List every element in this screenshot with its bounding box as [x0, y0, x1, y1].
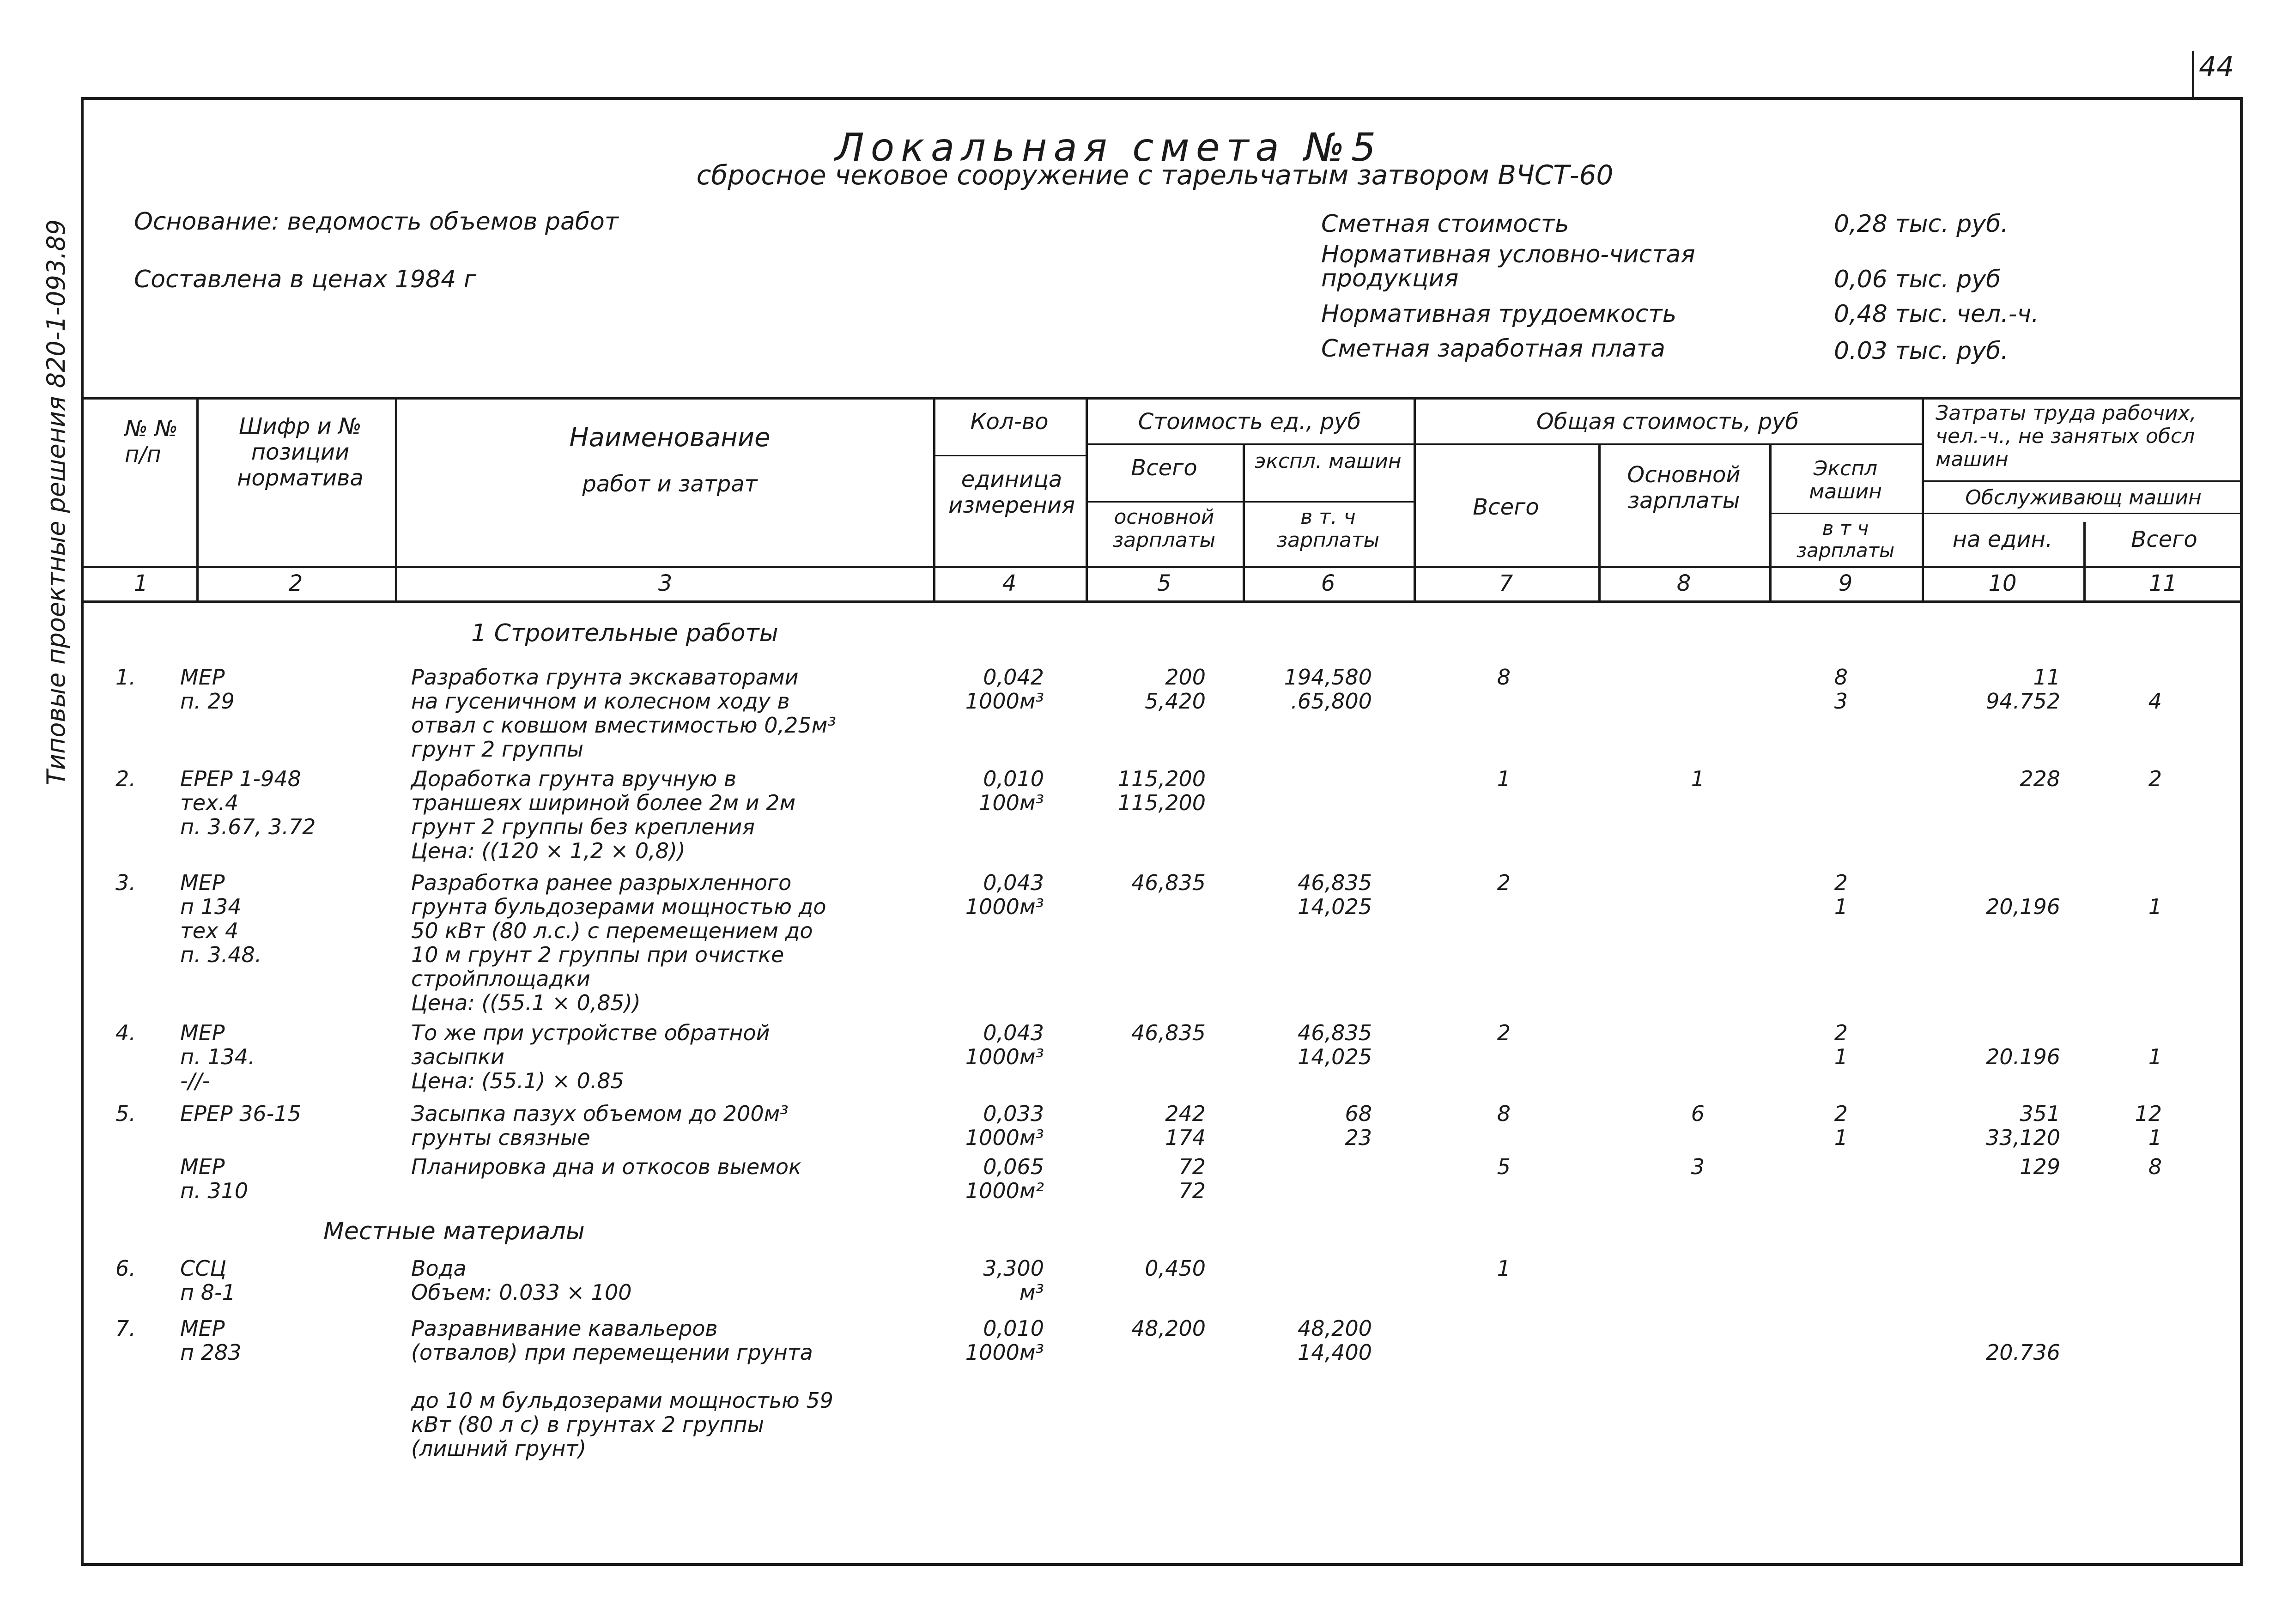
- unit-cost-subline-2: [1086, 501, 1414, 503]
- header-unit-machines: экспл. машин: [1255, 449, 1402, 473]
- row-5-qty-line-1: 0,033: [983, 1101, 1044, 1126]
- row-7-c5-line-1: 0,450: [1145, 1256, 1206, 1281]
- row-4-c11-line-2: 1: [2148, 1044, 2162, 1069]
- col-number-7: 7: [1499, 570, 1513, 596]
- row-3-c6-line-2: 14,025: [1298, 894, 1372, 919]
- row-3-name-line-2: грунта бульдозерами мощностью до: [411, 894, 826, 919]
- row-7-name-line-1: Вода: [411, 1256, 467, 1281]
- row-4-c9-line-2: 1: [1834, 1044, 1848, 1069]
- row-2-code-line-1: ЕРЕР 1-948: [180, 766, 301, 791]
- page-number: 44: [2199, 51, 2234, 83]
- row-6-code-line-2: п. 310: [180, 1178, 249, 1203]
- row-1-c7-line-1: 8: [1497, 665, 1511, 690]
- row-1-c10-line-1: 11: [2033, 665, 2060, 690]
- row-3-c9-line-2: 1: [1834, 894, 1848, 919]
- row-5-c11-line-2: 1: [2148, 1125, 2162, 1150]
- row-3-name-line-6: Цена: ((55.1 × 0,85)): [411, 990, 641, 1015]
- row-2-c8-line-1: 1: [1691, 766, 1705, 791]
- row-3-c9-line-1: 2: [1834, 870, 1848, 895]
- header-total-all: Всего: [1473, 494, 1539, 520]
- row-5-name-line-2: грунты связные: [411, 1125, 590, 1150]
- header-unit-cost: Стоимость ед., руб: [1138, 409, 1361, 435]
- row-6-c8-line-1: 3: [1691, 1154, 1705, 1179]
- row-1-c6-line-1: 194,580: [1284, 665, 1372, 690]
- row-4-c9-line-1: 2: [1834, 1020, 1848, 1045]
- row-3-c7-line-1: 2: [1497, 870, 1511, 895]
- row-5-qty-line-2: 1000м³: [965, 1125, 1044, 1150]
- row-7-num-line-1: 6.: [115, 1256, 136, 1281]
- summary-label-2: Нормативная условно-чистая продукция: [1321, 241, 1695, 292]
- row-8-name-line-6: (лишний грунт): [411, 1436, 587, 1461]
- labor-subline-2: [1922, 513, 2243, 514]
- row-6-c7-line-1: 5: [1497, 1154, 1511, 1179]
- col-number-8: 8: [1676, 570, 1691, 596]
- col-number-11: 11: [2148, 570, 2178, 596]
- row-5-c6-line-2: 23: [1345, 1125, 1372, 1150]
- row-6-qty-line-2: 1000м²: [965, 1178, 1044, 1203]
- labor-subline-1: [1922, 480, 2243, 482]
- summary-value-4: 0.03 тыс. руб.: [1834, 337, 2009, 365]
- row-5-num-line-1: 5.: [115, 1101, 136, 1126]
- row-2-code-line-2: тех.4: [180, 790, 239, 815]
- row-5-name-line-1: Засыпка пазух объемом до 200м³: [411, 1101, 789, 1126]
- unit-cost-subline: [1086, 443, 1414, 445]
- total-cost-subline: [1414, 443, 1922, 445]
- row-3-name-line-1: Разработка ранее разрыхленного: [411, 870, 792, 895]
- row-3-name-line-5: стройплощадки: [411, 966, 590, 991]
- row-4-c10-line-2: 20.196: [1986, 1044, 2060, 1069]
- summary-label-4: Сметная заработная плата: [1321, 335, 1665, 363]
- row-1-c6-line-2: .65,800: [1291, 689, 1372, 714]
- row-4-code-line-1: МЕР: [180, 1020, 225, 1045]
- row-2-c5-line-2: 115,200: [1117, 790, 1206, 815]
- summary-value-2: 0,06 тыс. руб: [1834, 266, 2001, 293]
- row-3-qty-line-2: 1000м³: [965, 894, 1044, 919]
- row-1-name-line-2: на гусеничном и колесном ходу в: [411, 689, 790, 714]
- row-1-num-line-1: 1.: [115, 665, 136, 690]
- section-construction: 1 Строительные работы: [471, 619, 778, 647]
- header-col1: [125, 416, 194, 467]
- row-2-qty-line-1: 0,010: [983, 766, 1044, 791]
- col-number-2: 2: [288, 570, 303, 596]
- row-6-c10-line-1: 129: [2020, 1154, 2060, 1179]
- row-5-c9-line-1: 2: [1834, 1101, 1848, 1126]
- header-col4-b: единица измерения: [948, 467, 1075, 518]
- row-7-qty-line-2: м³: [1019, 1280, 1044, 1305]
- qty-subline: [933, 455, 1086, 456]
- row-2-name-line-1: Доработка грунта вручную в: [411, 766, 737, 791]
- col-number-1: 1: [134, 570, 148, 596]
- table-top-border: [81, 397, 2243, 400]
- row-8-code-line-1: МЕР: [180, 1316, 225, 1341]
- page-number-divider: [2192, 51, 2194, 97]
- row-3-c10-line-2: 20,196: [1986, 894, 2060, 919]
- row-7-code-line-2: п 8-1: [180, 1280, 236, 1305]
- header-total-machines: Экспл машин: [1809, 457, 1882, 503]
- header-unit-main-salary: основной зарплаты: [1112, 505, 1216, 552]
- row-5-c6-line-1: 68: [1345, 1101, 1372, 1126]
- col-divider-6: [1414, 397, 1416, 600]
- row-8-c10-line-2: 20.736: [1986, 1340, 2060, 1365]
- estimate-subtitle: сбросное чековое сооружение с тарельчатым затвором ВЧСТ-60: [696, 159, 1614, 191]
- row-4-name-line-2: засыпки: [411, 1044, 505, 1069]
- side-label: Типовые проектные решения 820-1-093.89: [42, 219, 71, 785]
- row-4-c5-line-1: 46,835: [1131, 1020, 1206, 1045]
- row-2-name-line-2: траншеях шириной более 2м и 2м: [411, 790, 796, 815]
- col-number-10: 10: [1988, 570, 2017, 596]
- row-7-name-line-2: Объем: 0.033 × 100: [411, 1280, 632, 1305]
- row-3-c6-line-1: 46,835: [1298, 870, 1372, 895]
- row-5-code-line-1: ЕРЕР 36-15: [180, 1101, 301, 1126]
- row-5-c11-line-1: 12: [2135, 1101, 2162, 1126]
- row-6-c5-line-2: 72: [1178, 1178, 1206, 1203]
- row-8-name-line-5: кВт (80 л с) в грунтах 2 группы: [411, 1412, 764, 1437]
- row-4-code-line-3: -//-: [180, 1068, 210, 1093]
- row-1-name-line-3: отвал с ковшом вместимостью 0,25м³: [411, 713, 836, 738]
- header-total-machines-salary: в т ч зарплаты: [1796, 517, 1895, 562]
- header-total-main-salary: Основной зарплаты: [1627, 462, 1741, 514]
- row-8-qty-line-2: 1000м³: [965, 1340, 1044, 1365]
- row-1-qty-line-2: 1000м³: [965, 689, 1044, 714]
- row-6-name-line-1: Планировка дна и откосов выемок: [411, 1154, 801, 1179]
- row-5-c5-line-1: 242: [1165, 1101, 1206, 1126]
- row-3-name-line-4: 10 м грунт 2 группы при очистке: [411, 942, 784, 967]
- section-local-materials: Местные материалы: [323, 1218, 585, 1245]
- col-divider-1: [196, 397, 199, 600]
- col-number-3: 3: [658, 570, 673, 596]
- row-1-c10-line-2: 94.752: [1986, 689, 2060, 714]
- row-6-code-line-1: МЕР: [180, 1154, 225, 1179]
- row-7-code-line-1: ССЦ: [180, 1256, 226, 1281]
- row-1-c5-line-1: 200: [1165, 665, 1206, 690]
- header-col3-a: Наименование: [569, 423, 771, 453]
- row-4-qty-line-2: 1000м³: [965, 1044, 1044, 1069]
- row-4-name-line-1: То же при устройстве обратной: [411, 1020, 770, 1045]
- prices-line: Составлена в ценах 1984 г: [134, 266, 477, 293]
- row-8-name-line-1: Разравнивание кавальеров: [411, 1316, 718, 1341]
- row-1-c9-line-2: 3: [1834, 689, 1848, 714]
- row-3-c5-line-1: 46,835: [1131, 870, 1206, 895]
- row-2-name-line-4: Цена: ((120 × 1,2 × 0,8)): [411, 838, 686, 863]
- col-divider-4: [1086, 397, 1088, 600]
- basis-line: Основание: ведомость объемов работ: [134, 208, 619, 236]
- header-total-cost: Общая стоимость, руб: [1536, 409, 1799, 435]
- row-5-c7-line-1: 8: [1497, 1101, 1511, 1126]
- row-4-code-line-2: п. 134.: [180, 1044, 255, 1069]
- row-5-c8-line-1: 6: [1691, 1101, 1705, 1126]
- summary-value-3: 0,48 тыс. чел.-ч.: [1834, 300, 2039, 328]
- row-2-qty-line-2: 100м³: [979, 790, 1044, 815]
- summary-label-1: Сметная стоимость: [1321, 210, 1569, 238]
- row-8-c6-line-2: 14,400: [1298, 1340, 1372, 1365]
- row-3-code-line-3: тех 4: [180, 918, 239, 943]
- row-4-c6-line-2: 14,025: [1298, 1044, 1372, 1069]
- row-8-qty-line-1: 0,010: [983, 1316, 1044, 1341]
- row-1-c9-line-1: 8: [1834, 665, 1848, 690]
- summary-value-1: 0,28 тыс. руб.: [1834, 210, 2009, 238]
- row-5-c5-line-2: 174: [1165, 1125, 1206, 1150]
- header-col1-label: № № п/п: [125, 416, 178, 467]
- row-2-c5-line-1: 115,200: [1117, 766, 1206, 791]
- header-col3-b: работ и затрат: [582, 471, 758, 497]
- col-number-9: 9: [1838, 570, 1853, 596]
- row-5-c9-line-2: 1: [1834, 1125, 1848, 1150]
- row-4-c7-line-1: 2: [1497, 1020, 1511, 1045]
- row-8-c6-line-1: 48,200: [1298, 1316, 1372, 1341]
- header-labor: Затраты труда рабочих, чел.-ч., не занятых обсл машин: [1936, 401, 2197, 471]
- header-col2: Шифр и № позиции норматива: [237, 413, 364, 491]
- row-4-num-line-1: 4.: [115, 1020, 136, 1045]
- header-labor-total: Всего: [2131, 527, 2197, 552]
- row-2-c7-line-1: 1: [1497, 766, 1511, 791]
- row-8-c5-line-1: 48,200: [1131, 1316, 1206, 1341]
- row-5-c10-line-1: 351: [2020, 1101, 2060, 1126]
- row-2-name-line-3: грунт 2 группы без крепления: [411, 814, 755, 839]
- row-8-name-line-4: до 10 м бульдозерами мощностью 59: [411, 1388, 833, 1413]
- row-3-code-line-1: МЕР: [180, 870, 225, 895]
- row-4-c6-line-1: 46,835: [1298, 1020, 1372, 1045]
- summary-label-3: Нормативная трудоемкость: [1321, 300, 1677, 328]
- col-divider-3: [933, 397, 935, 600]
- row-7-c7-line-1: 1: [1497, 1256, 1511, 1281]
- col-divider-2: [395, 397, 397, 600]
- row-4-name-line-3: Цена: (55.1) × 0.85: [411, 1068, 624, 1093]
- estimate-title: Локальная смета №5: [835, 125, 1383, 170]
- header-numbers-top: [81, 566, 2243, 568]
- row-2-c10-line-1: 228: [2020, 766, 2060, 791]
- row-2-num-line-1: 2.: [115, 766, 136, 791]
- row-8-code-line-2: п 283: [180, 1340, 242, 1365]
- total-machines-subline: [1769, 513, 1922, 514]
- col-divider-9: [1922, 397, 1924, 600]
- row-3-code-line-2: п 134: [180, 894, 242, 919]
- row-3-num-line-1: 3.: [115, 870, 136, 895]
- row-3-qty-line-1: 0,043: [983, 870, 1044, 895]
- row-7-qty-line-1: 3,300: [983, 1256, 1044, 1281]
- header-labor-service: Обслуживающ машин: [1965, 486, 2202, 509]
- row-4-qty-line-1: 0,043: [983, 1020, 1044, 1045]
- row-2-c11-line-1: 2: [2148, 766, 2162, 791]
- row-6-c11-line-1: 8: [2148, 1154, 2162, 1179]
- header-numbers-bottom: [81, 600, 2243, 603]
- row-8-name-line-2: (отвалов) при перемещении грунта: [411, 1340, 813, 1365]
- col-number-5: 5: [1157, 570, 1171, 596]
- header-unit-machines-salary: в т. ч зарплаты: [1276, 505, 1380, 552]
- row-1-code-line-2: п. 29: [180, 689, 235, 714]
- row-3-c11-line-2: 1: [2148, 894, 2162, 919]
- row-1-name-line-4: грунт 2 группы: [411, 737, 584, 762]
- row-8-num-line-1: 7.: [115, 1316, 136, 1341]
- row-1-name-line-1: Разработка грунта экскаваторами: [411, 665, 799, 690]
- row-1-qty-line-1: 0,042: [983, 665, 1044, 690]
- row-5-c10-line-2: 33,120: [1986, 1125, 2060, 1150]
- row-3-name-line-3: 50 кВт (80 л.с.) с перемещением до: [411, 918, 813, 943]
- col-number-6: 6: [1321, 570, 1335, 596]
- header-labor-per-unit: на един.: [1952, 527, 2053, 552]
- col-number-4: 4: [1002, 570, 1017, 596]
- row-1-c11-line-2: 4: [2148, 689, 2162, 714]
- row-2-code-line-3: п. 3.67, 3.72: [180, 814, 316, 839]
- row-1-c5-line-2: 5,420: [1145, 689, 1206, 714]
- row-1-code-line-1: МЕР: [180, 665, 225, 690]
- header-col4-a: Кол-во: [970, 409, 1049, 435]
- row-3-code-line-4: п. 3.48.: [180, 942, 262, 967]
- row-6-c5-line-1: 72: [1178, 1154, 1206, 1179]
- row-6-qty-line-1: 0,065: [983, 1154, 1044, 1179]
- header-unit-total: Всего: [1131, 455, 1197, 481]
